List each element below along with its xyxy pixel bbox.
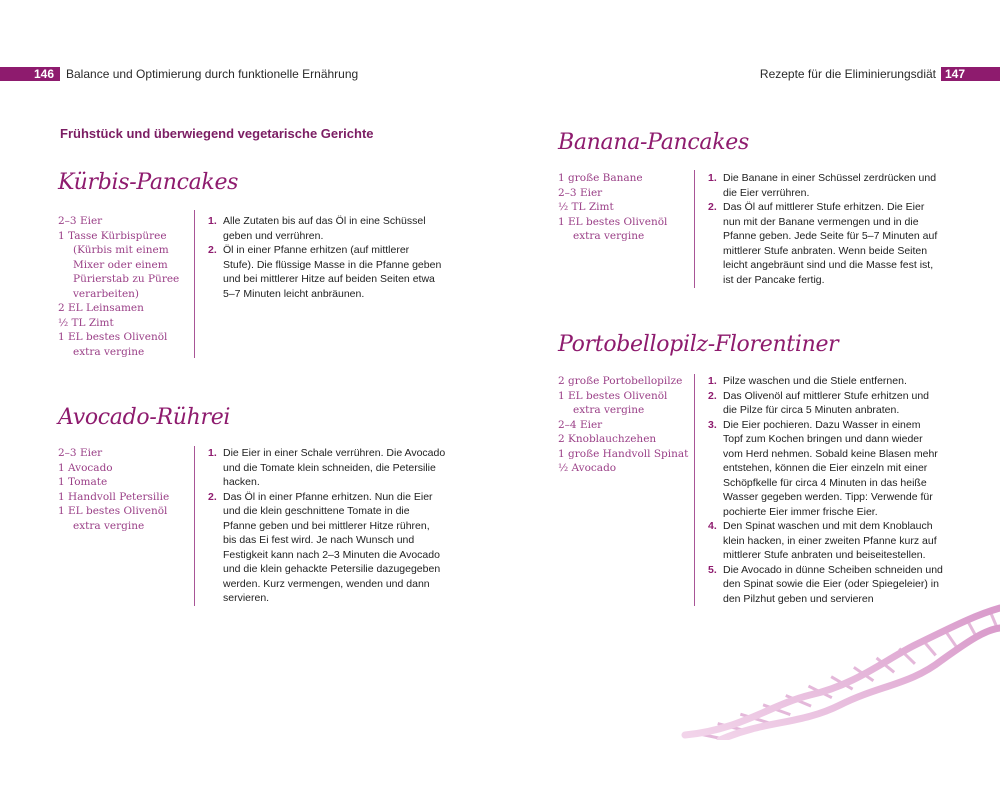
- column-divider: [694, 374, 695, 606]
- step-text-line: Öl in einer Pfanne erhitzen (auf mittlerer: [223, 244, 410, 256]
- step-text-line: klein hacken, in einer zweiten Pfanne kurz auf: [723, 534, 937, 547]
- step-text-line: mittlerer Stufe anbraten. Wenn beide Seiten: [723, 244, 928, 257]
- step-text-line: Festigkeit kann nach 2–3 Minuten die Avocado: [223, 548, 440, 561]
- left-page-number: 146: [34, 67, 55, 81]
- ingredient-item: ½ Avocado: [558, 462, 617, 474]
- step-text-line: und die klein gehackte Petersilie dazugegeben: [223, 563, 441, 575]
- step-text-line: servieren.: [223, 592, 270, 604]
- recipe-step: [708, 200, 948, 287]
- ingredient-item: extra vergine: [573, 230, 645, 242]
- step-text-line: Alle Zutaten bis auf das Öl in eine Schüssel: [223, 215, 426, 227]
- step-number: 2.: [208, 490, 217, 503]
- step-text-line: ist der Pancake fertig.: [723, 273, 825, 286]
- ingredient-item: extra vergine: [573, 404, 645, 416]
- step-number: 2.: [208, 244, 217, 256]
- step-text-line: Die Eier pochieren. Dazu Wasser in einem: [723, 418, 921, 431]
- recipe-title-avocado-ruehrei: Avocado-Rührei: [58, 405, 231, 430]
- recipe-step: [708, 519, 958, 563]
- step-number: 2.: [708, 389, 717, 402]
- step-text-line: Stufe). Die flüssige Masse in die Pfanne geben: [223, 258, 442, 271]
- step-text-line: Pfanne geben und bei mittlerer Hitze rühren,: [223, 519, 430, 532]
- ingredient-item: 2–4 Eier: [558, 418, 603, 431]
- column-divider: [194, 210, 195, 358]
- ingredient-item: ½ TL Zimt: [558, 201, 614, 213]
- step-text-line: und die klein geschnittene Tomate in die: [223, 505, 410, 517]
- step-text-line: Wasser gegeben werden. Tipp: Verwende für: [723, 491, 933, 503]
- step-text-line: Den Spinat waschen und mit dem Knoblauch: [723, 520, 933, 532]
- recipe-title-kuerbis-pancakes: Kürbis-Pancakes: [58, 170, 239, 195]
- step-text-line: leicht angebräunt sind und die Masse fest ist,: [723, 259, 934, 271]
- step-number: 1.: [708, 172, 717, 184]
- dna-helix-decoration: [680, 600, 1000, 740]
- recipe-title-banana-pancakes: Banana-Pancakes: [558, 130, 749, 155]
- step-list-kuerbis: [208, 214, 458, 301]
- section-title: Frühstück und überwiegend vegetarische Gerichte: [60, 126, 374, 141]
- step-text-line: Die Avocado in dünne Scheiben schneiden und: [723, 563, 943, 576]
- ingredient-item: extra vergine: [73, 345, 145, 358]
- ingredient-item: 1 Tomate: [58, 476, 108, 488]
- step-text-line: die Eier verrühren.: [723, 186, 810, 199]
- ingredient-item: (Kürbis mit einem: [73, 244, 169, 256]
- ingredient-item: 1 große Banane: [558, 172, 643, 184]
- step-text-line: Topf zum Kochen bringen und dann wieder: [723, 433, 923, 445]
- step-list-banana: [708, 171, 948, 287]
- right-page-number: 147: [945, 67, 966, 81]
- step-text-line: entstehen, können die Eier einzeln mit einer: [723, 462, 928, 474]
- recipe-step: [208, 446, 458, 490]
- recipe-step: [708, 389, 958, 418]
- ingredient-item: 1 große Handvoll Spinat: [558, 447, 689, 460]
- step-text-line: Die Eier in einer Schale verrühren. Die Avocado: [223, 447, 446, 459]
- step-text-line: Das Öl auf mittlerer Stufe erhitzen. Die Eier: [723, 201, 925, 213]
- ingredient-item: ½ TL Zimt: [58, 316, 114, 329]
- step-text-line: Schöpfkelle für circa 4 Minuten in das heiße: [723, 476, 927, 489]
- ingredient-item: 1 EL bestes Olivenöl: [558, 215, 668, 228]
- step-text-line: und die Tomate klein schneiden, die Petersilie: [223, 461, 436, 474]
- step-number: 1.: [208, 215, 217, 227]
- step-text-line: hacken.: [223, 476, 260, 488]
- step-text-line: vom Herd nehmen. Sobald keine Blasen mehr: [723, 447, 938, 460]
- right-running-header: Rezepte für die Eliminierungsdiät: [759, 67, 936, 81]
- step-text-line: geben und verrühren.: [223, 229, 324, 242]
- left-running-header: Balance und Optimierung durch funktionelle Ernährung: [66, 67, 359, 81]
- recipe-step: [208, 243, 458, 301]
- ingredient-item: 2–3 Eier: [58, 447, 103, 459]
- step-text-line: Das Öl in einer Pfanne erhitzen. Nun die Eier: [223, 490, 433, 503]
- ingredient-item: 2 große Portobellopilze: [558, 375, 683, 387]
- ingredient-item: 2 Knoblauchzehen: [558, 433, 657, 445]
- ingredient-item: 2 EL Leinsamen: [58, 302, 144, 314]
- ingredient-item: 1 Tasse Kürbispüree: [58, 229, 167, 242]
- ingredient-list-kuerbis: [58, 214, 198, 359]
- ingredient-item: verarbeiten): [73, 287, 140, 300]
- ingredient-item: Pürierstab zu Püree: [73, 273, 180, 285]
- column-divider: [194, 446, 195, 606]
- step-text-line: Das Olivenöl auf mittlerer Stufe erhitzen und: [723, 389, 930, 402]
- step-number: 5.: [708, 563, 717, 576]
- step-number: 1.: [708, 375, 717, 387]
- step-text-line: Pilze waschen und die Stiele entfernen.: [723, 375, 907, 387]
- step-number: 2.: [708, 201, 717, 213]
- step-text-line: Pfanne geben. Jede Seite für 5–7 Minuten auf: [723, 230, 938, 242]
- step-text-line: werden. Kurz vermengen, wenden und dann: [223, 577, 430, 590]
- ingredient-item: 2–3 Eier: [58, 215, 103, 227]
- step-list-avocado: [208, 446, 458, 606]
- step-number: 1.: [208, 447, 217, 459]
- ingredient-list-portobello: [558, 374, 698, 476]
- step-text-line: bis das Ei fest wird. Je nach Wunsch und: [223, 534, 415, 546]
- recipe-title-portobellopilz-florentiner: Portobellopilz-Florentiner: [558, 332, 839, 357]
- recipe-step: [208, 214, 458, 243]
- recipe-step: [708, 374, 958, 389]
- step-text-line: 5–7 Minuten leicht anbräunen.: [223, 287, 365, 300]
- step-text-line: den Pilzhut geben und servieren: [723, 592, 874, 605]
- ingredient-list-banana: [558, 171, 698, 244]
- step-number: 3.: [708, 418, 717, 431]
- step-number: 4.: [708, 520, 717, 532]
- ingredient-item: 2–3 Eier: [558, 186, 603, 199]
- step-text-line: nun mit der Banane vermengen und in die: [723, 215, 919, 228]
- ingredient-item: 1 EL bestes Olivenöl: [58, 505, 168, 517]
- step-text-line: mittlerer Stufe anbraten und beiseitestellen.: [723, 549, 926, 561]
- ingredient-item: 1 Handvoll Petersilie: [58, 490, 170, 503]
- step-list-portobello: [708, 374, 958, 606]
- step-text-line: den Spinat sowie die Eier (oder Spiegeleier) in: [723, 578, 939, 590]
- step-text-line: pochierte Eier immer frische Eier.: [723, 505, 878, 518]
- column-divider: [694, 170, 695, 288]
- ingredient-item: extra vergine: [73, 519, 145, 532]
- recipe-step: [708, 418, 958, 520]
- step-text-line: und bei mittlerer Hitze auf beiden Seiten etwa: [223, 273, 435, 285]
- ingredient-item: 1 Avocado: [58, 461, 113, 474]
- recipe-step: [708, 171, 948, 200]
- ingredient-item: Mixer oder einem: [73, 258, 168, 271]
- ingredient-list-avocado: [58, 446, 198, 533]
- recipe-step: [208, 490, 458, 606]
- ingredient-item: 1 EL bestes Olivenöl: [558, 389, 668, 402]
- ingredient-item: 1 EL bestes Olivenöl: [58, 331, 168, 343]
- step-text-line: die Pilze für circa 5 Minuten anbraten.: [723, 404, 900, 416]
- step-text-line: Die Banane in einer Schüssel zerdrücken und: [723, 172, 937, 184]
